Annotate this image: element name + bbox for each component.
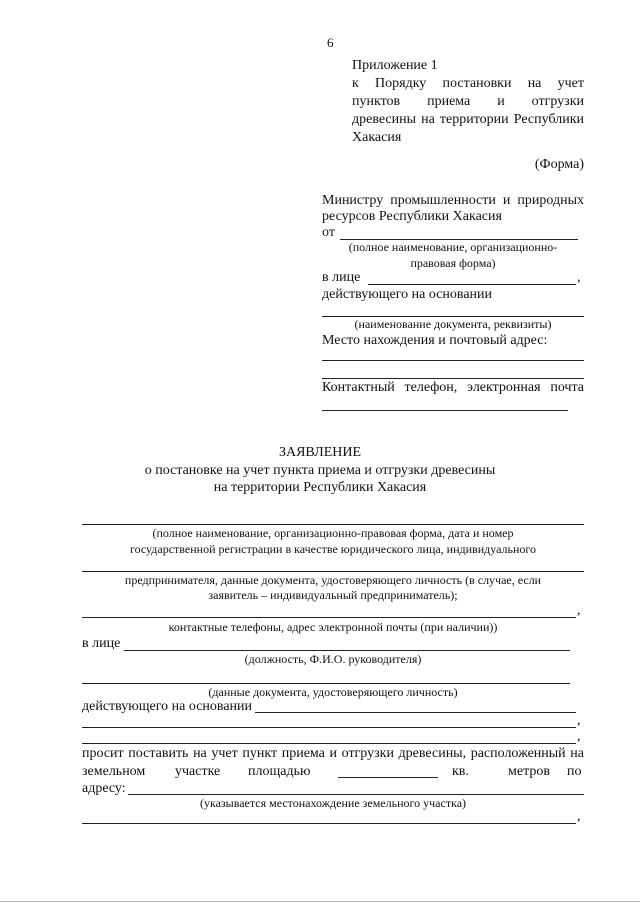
basis-label: действующего на основании [82, 699, 253, 714]
comma: , [577, 603, 581, 618]
appendix-title: Приложение 1 [352, 58, 438, 73]
page-number: 6 [327, 35, 334, 50]
address-field-line[interactable] [128, 794, 584, 795]
from-label: от [322, 225, 335, 240]
comma: , [577, 713, 581, 728]
field-hint: контактные телефоны, адрес электронной почты (при наличии)) [168, 620, 498, 634]
statement-subtitle: о постановке на учет пункта приема и отгрузки древесины [144, 463, 496, 478]
plot-word: участке [175, 764, 221, 779]
address-field-line[interactable] [82, 823, 576, 824]
address-label: Место нахождения и почтовый адрес: [322, 333, 548, 348]
form-label: (Форма) [534, 157, 584, 172]
addressee-line: Министру промышленности и природных [322, 193, 584, 208]
area-field-line[interactable] [338, 777, 438, 778]
person-label: в лице [322, 270, 361, 285]
statement-title: ЗАЯВЛЕНИЕ [278, 445, 362, 460]
plot-word: метров [508, 764, 550, 779]
plot-word: кв. [452, 764, 469, 779]
field-hint: (указывается местонахождение земельного участка) [199, 796, 467, 810]
statement-subtitle: на территории Республики Хакасия [213, 480, 427, 495]
address-label: адресу: [82, 781, 126, 796]
appendix-line: пунктов приема и отгрузки [352, 94, 584, 109]
comma: , [577, 809, 581, 824]
plot-word: площадью [248, 764, 311, 779]
field-hint: (полное наименование, организационно- [348, 240, 558, 254]
applicant-field-line[interactable] [82, 571, 584, 572]
field-hint: (наименование документа, реквизиты) [354, 317, 552, 331]
field-hint: правовая форма) [410, 256, 496, 270]
request-text: просит поставить на учет пункт приема и отгрузки древесины, расположенный на [82, 746, 584, 761]
field-hint: (должность, Ф.И.О. руководителя) [244, 652, 422, 666]
field-hint: предпринимателя, данные документа, удостоверяющего личность (в случае, если [124, 573, 542, 587]
field-hint: государственной регистрации в качестве юридического лица, индивидуального [129, 542, 537, 556]
contact-label: Контактный телефон, электронная почта [322, 380, 584, 395]
appendix-line: Хакасия [352, 130, 402, 145]
addressee-line: ресурсов Республики Хакасия [322, 209, 502, 224]
plot-word: земельном [82, 764, 146, 779]
address-field-line[interactable] [322, 378, 584, 379]
address-field-line[interactable] [322, 360, 584, 361]
person-label: в лице [82, 636, 121, 651]
contacts-field-line[interactable] [82, 617, 576, 618]
appendix-line: к Порядку постановки на учет [352, 76, 584, 91]
page-edge [0, 901, 640, 902]
field-hint: (данные документа, удостоверяющего личность) [208, 685, 458, 699]
contact-field-line[interactable] [322, 410, 568, 411]
basis-field-line[interactable] [82, 727, 576, 728]
basis-field-line[interactable] [82, 743, 576, 744]
plot-word: по [567, 764, 582, 779]
applicant-field-line[interactable] [82, 524, 584, 525]
comma: , [577, 270, 581, 285]
field-hint: заявитель – индивидуальный предприниматель); [208, 588, 458, 602]
comma: , [577, 729, 581, 744]
appendix-line: древесины на территории Республики [352, 112, 584, 127]
person-field-line[interactable] [124, 650, 570, 651]
basis-label: действующего на основании [322, 287, 493, 302]
person-field-line[interactable] [368, 284, 576, 285]
id-doc-field-line[interactable] [82, 683, 570, 684]
field-hint: (полное наименование, организационно-правовая форма, дата и номер [152, 526, 514, 540]
basis-field-line[interactable] [255, 712, 576, 713]
